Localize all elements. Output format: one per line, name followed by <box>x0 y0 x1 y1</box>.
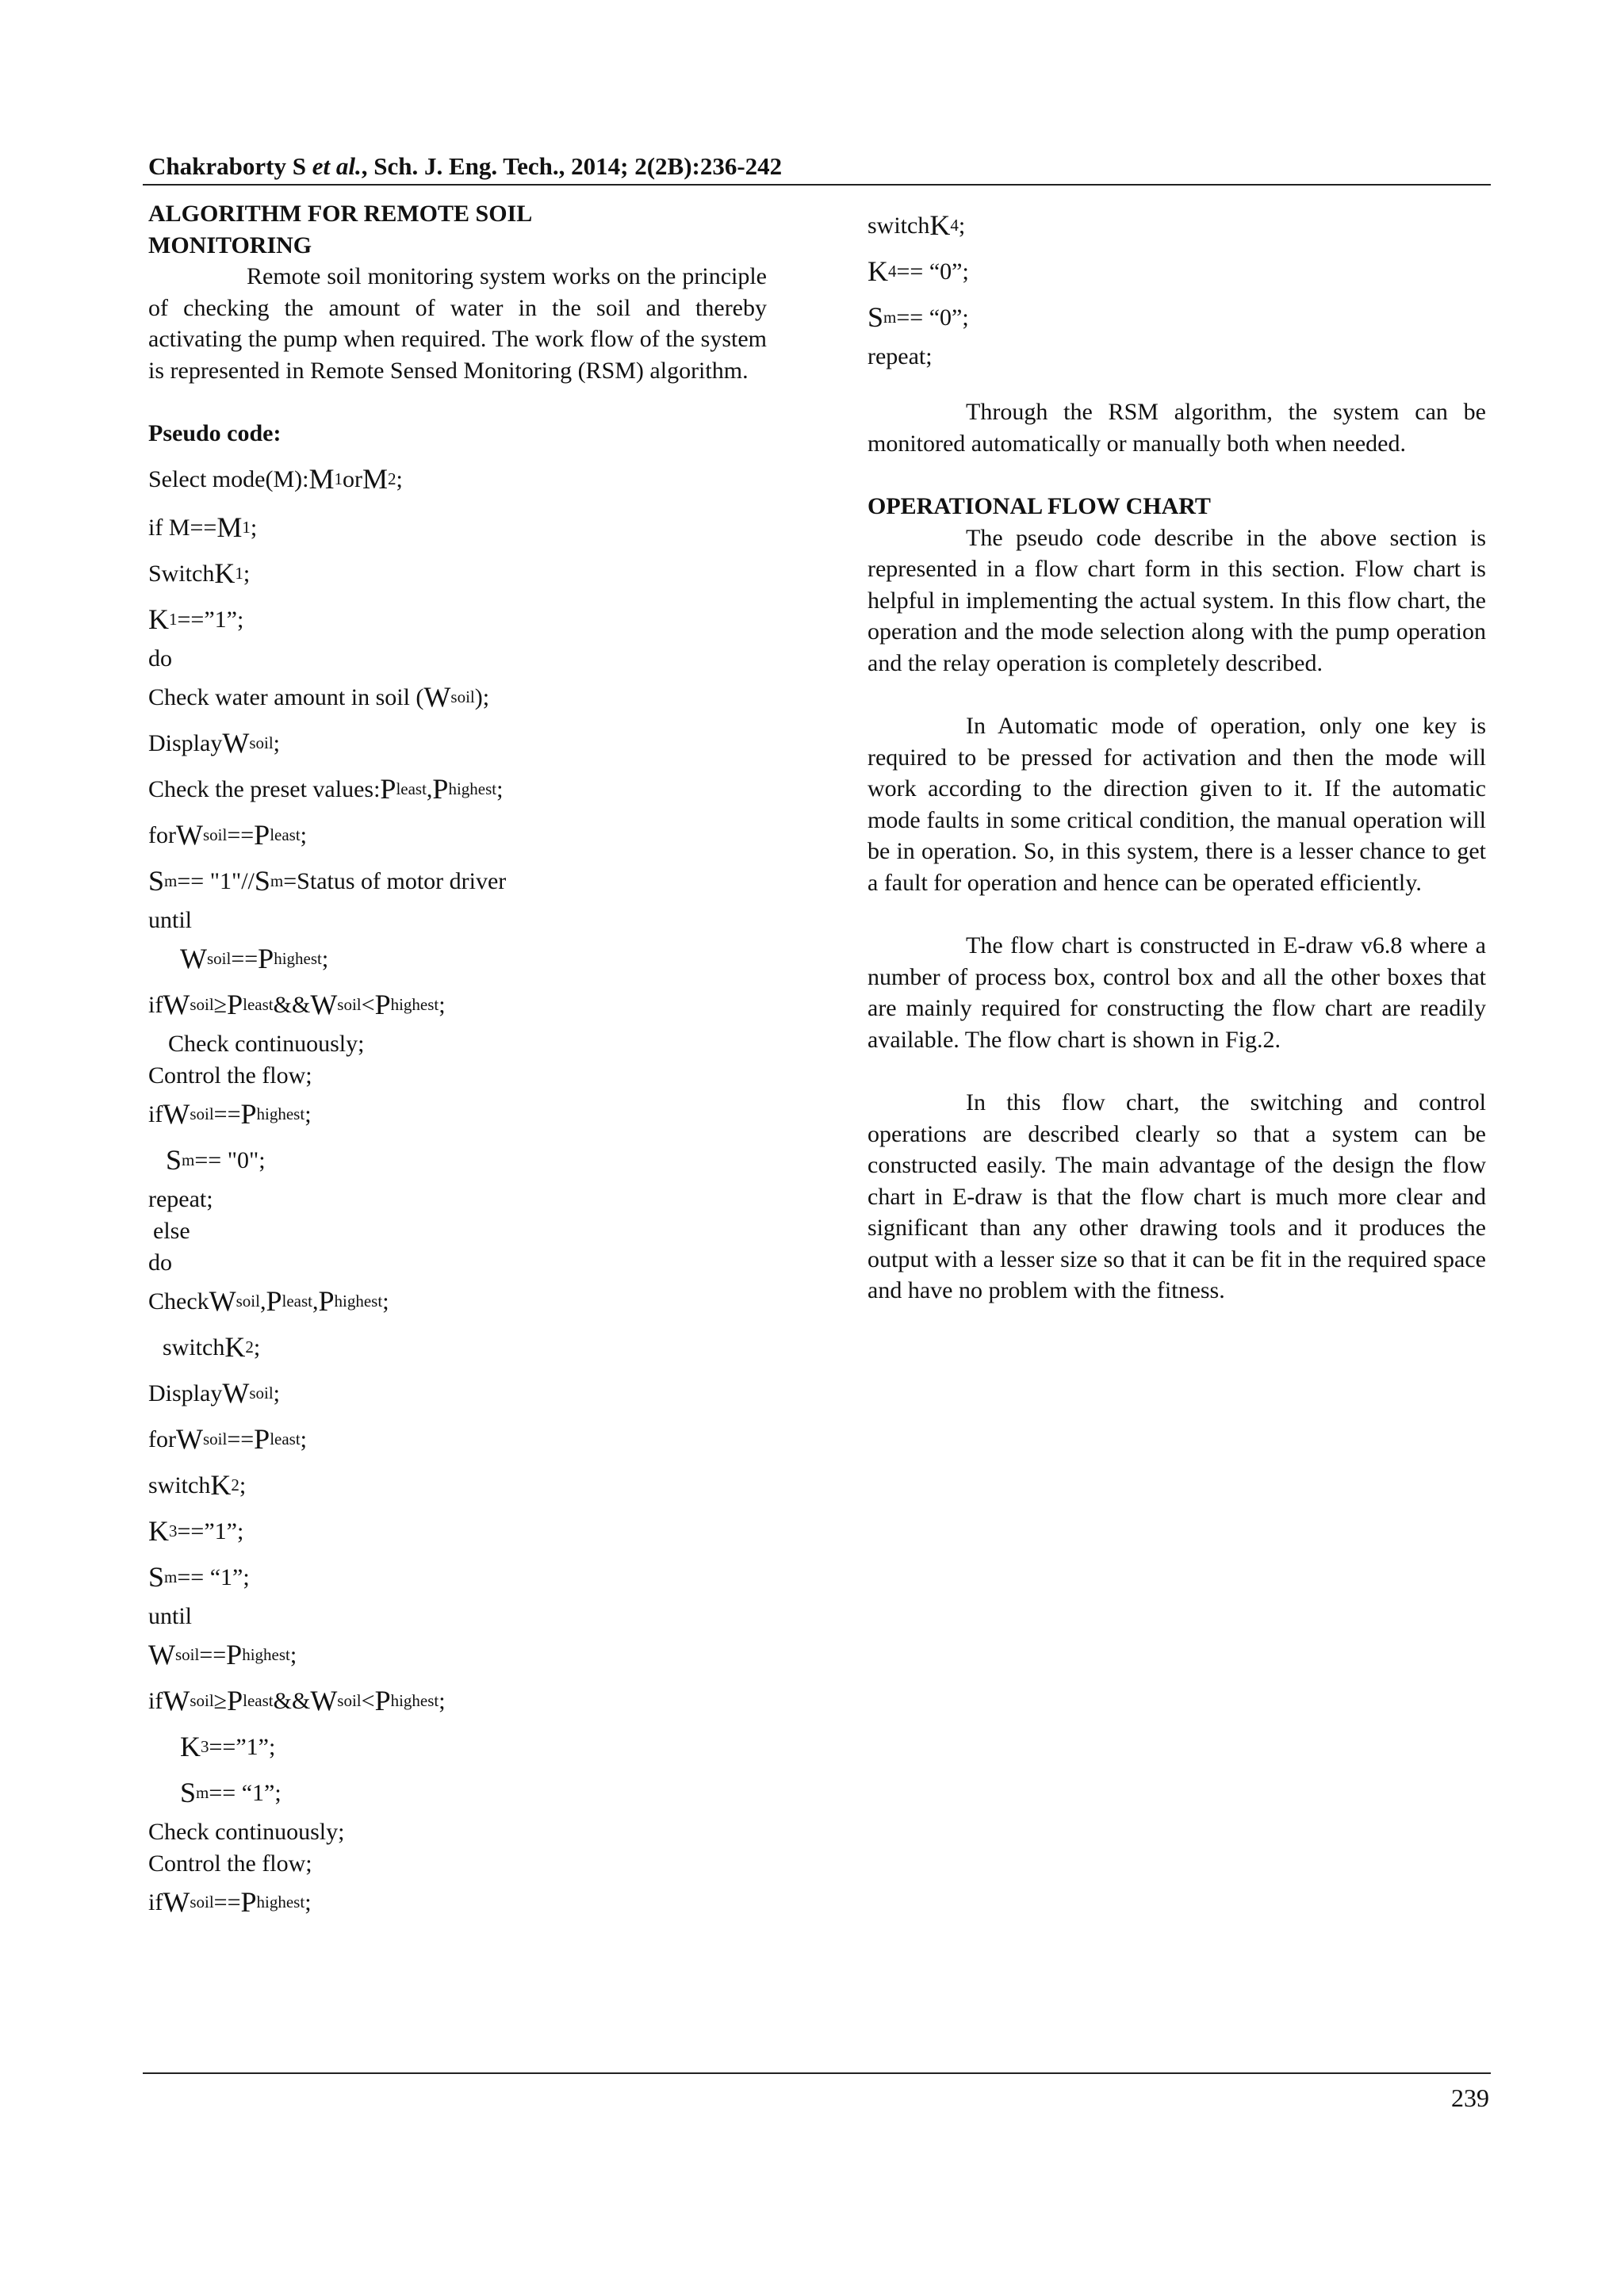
code-line: if W soil ≥ P least && W soil < P highest ; <box>148 1684 446 1716</box>
code-line: Control the flow; <box>148 1850 312 1877</box>
code-line: if W soil == P highest ; <box>148 1097 312 1130</box>
code-line: W soil == P highest ; <box>180 942 329 974</box>
code-line: switch K 2 ; <box>148 1468 247 1501</box>
code-line: until <box>148 1602 193 1629</box>
code-line: Check W soil , P least , P highest ; <box>148 1284 389 1317</box>
flow-chart-paragraph-2: In Automatic mode of operation, only one key is required to be pressed for activation and then the mode will work according to the direction given to it. If the automatic mode faults in some critical condition, the manual operation will be in operation. So, in this system, there is a lesser chance to get a fault for operation and hence can be operated efficiently. <box>868 713 1486 896</box>
code-line: if W soil == P highest ; <box>148 1885 312 1918</box>
flow-chart-heading: OPERATIONAL FLOW CHART <box>868 493 1211 519</box>
header-citation: , Sch. J. Eng. Tech., 2014; 2(2B):236-242 <box>361 152 783 180</box>
section-heading-line1: ALGORITHM FOR REMOTE SOIL <box>148 201 533 227</box>
header-etal: et al. <box>312 152 362 180</box>
code-line: S m == "0"; <box>166 1143 266 1176</box>
pseudo-code-block <box>148 454 767 1926</box>
code-line: S m == “1”; <box>148 1560 250 1593</box>
right-column <box>868 203 1486 1307</box>
code-line: if W soil ≥ P least && W soil < P highest ; <box>148 988 446 1020</box>
code-line: K 1 ==”1”; <box>148 603 244 635</box>
code-line: until <box>148 906 193 933</box>
code-line: Check continuously; <box>148 1818 345 1845</box>
code-line: Display W soil ; <box>148 1376 280 1409</box>
flow-chart-paragraph-3: The flow chart is constructed in E-draw v6.8 where a number of process box, control box and all the other boxes that are mainly required for constructing the flow chart are readily available. The flow chart is shown in Fig.2. <box>868 932 1486 1053</box>
left-column <box>148 198 767 1926</box>
code-line: for W soil == P least ; <box>148 818 308 851</box>
pseudo-code-heading: Pseudo code: <box>148 420 282 446</box>
code-line: Check the preset values: P least , P highest ; <box>148 772 504 805</box>
code-line: W soil == P highest ; <box>148 1638 297 1670</box>
flow-chart-paragraph-4: In this flow chart, the switching and control operations are described clearly so that a system can be constructed easily. The main advantage of the design the flow chart in E-draw is that the flow chart is much more clear and significant than any other drawing tools and it produces the output with a lesser size so that it can be fit in the required space and have no problem with the fitness. <box>868 1089 1486 1303</box>
code-line: K 3 ==”1”; <box>180 1730 276 1762</box>
flow-chart-paragraph-1: The pseudo code describe in the above section is represented in a flow chart form in this section. Flow chart is helpful in implementing the actual system. In this flow chart, the operation and the mode selection along with the pump operation and the relay operation is completely described. <box>868 524 1486 676</box>
code-line: Check water amount in soil ( W soil ); <box>148 680 490 713</box>
code-line: do <box>148 645 172 672</box>
code-line: S m == "1"// S m =Status of motor driver <box>148 864 507 897</box>
code-line: for W soil == P least ; <box>148 1422 308 1455</box>
footer-rule <box>143 2072 1491 2074</box>
code-line: repeat; <box>148 1185 213 1212</box>
section-heading-line2: MONITORING <box>148 232 312 258</box>
code-line: K 3 ==”1”; <box>148 1514 244 1547</box>
code-line: repeat; <box>868 343 933 370</box>
code-line: switch K 4 ; <box>868 209 966 242</box>
code-line: Display W soil ; <box>148 726 280 759</box>
running-header <box>148 152 782 181</box>
code-line: Control the flow; <box>148 1062 312 1089</box>
code-line: S m == “1”; <box>180 1776 282 1808</box>
intro-paragraph: Remote soil monitoring system works on the principle of checking the amount of water in the soil and thereby activating the pump when required. The work flow of the system is represented in Remote Sensed Monitoring (RSM) algorithm. <box>148 263 767 384</box>
code-line: if M== M 1 ; <box>148 511 258 543</box>
code-line: Select mode(M): M 1 or M 2 ; <box>148 462 403 495</box>
code-line: Check continuously; <box>168 1030 365 1057</box>
code-line: Switch K 1 ; <box>148 557 251 589</box>
code-line: do <box>148 1249 172 1276</box>
page-number: 239 <box>1451 2084 1489 2112</box>
code-line: K 4 == “0”; <box>868 255 969 288</box>
code-line: else <box>153 1217 190 1244</box>
header-authors: Chakraborty S <box>148 152 306 180</box>
pseudo-code-continued <box>868 203 1486 373</box>
header-rule <box>143 184 1491 186</box>
code-line: switch K 2 ; <box>163 1330 261 1363</box>
rsm-paragraph: Through the RSM algorithm, the system can be monitored automatically or manually both when needed. <box>868 399 1486 457</box>
code-line: S m == “0”; <box>868 301 969 334</box>
